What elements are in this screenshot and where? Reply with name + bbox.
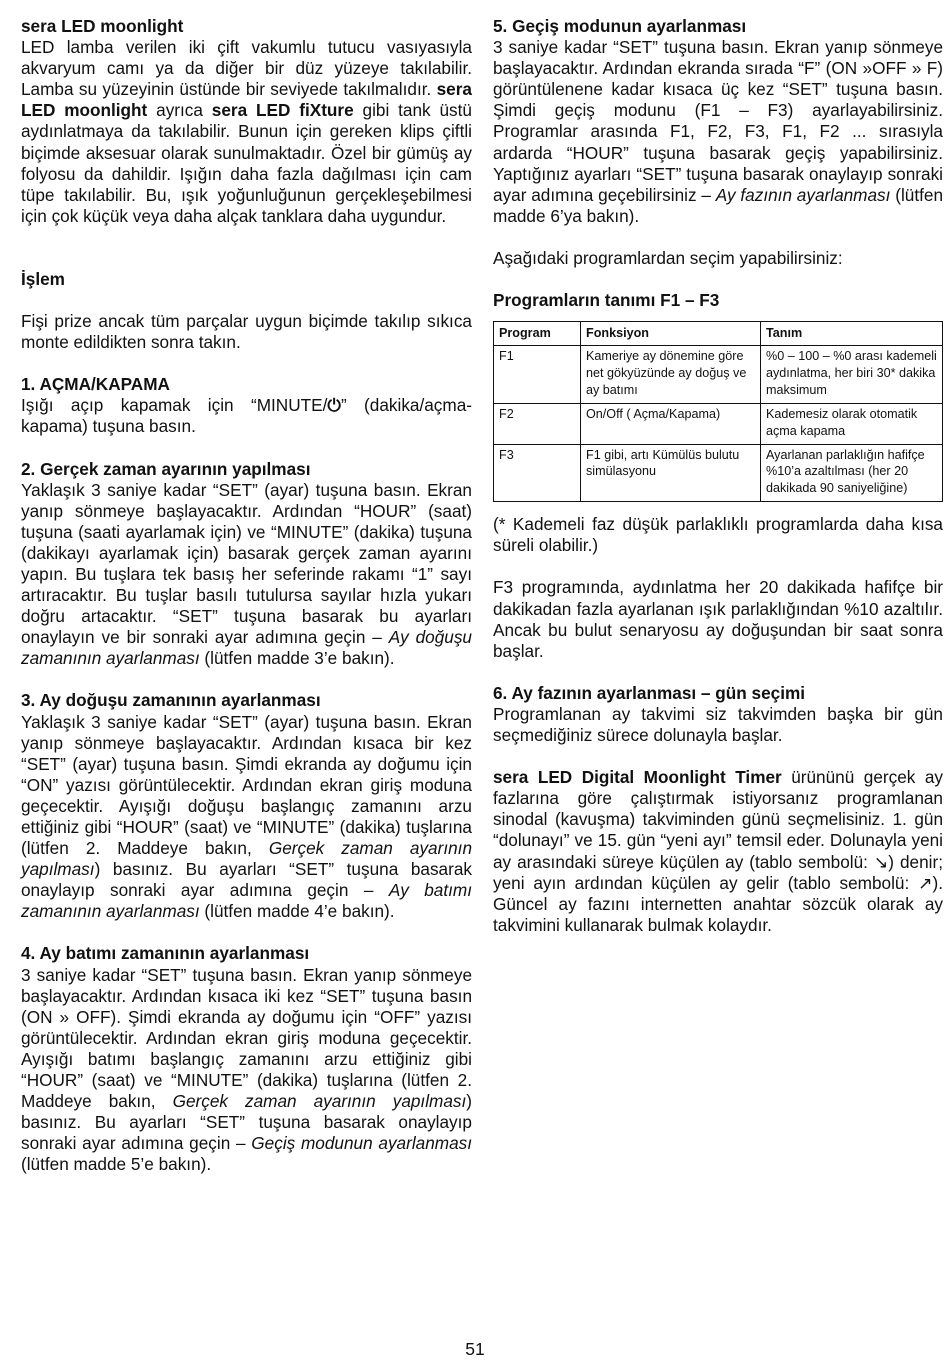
column-header: Tanım [761, 322, 943, 346]
section-title-on-off: 1. AÇMA/KAPAMA [21, 374, 170, 395]
section-title-transition: 5. Geçiş modunun ayarlanması [493, 16, 747, 36]
moonrise-paragraph: Yaklaşık 3 saniye kadar “SET” (ayar) tuşuna basın. Ekran yanıp sönmeye başlayacaktır. Ardından kısaca bir kez “SET” (ayar) tuşuna basın. Şimdi ekranda ay doğumu için “ON” yazısı görüntülecektir. Ardından ekran giriş moduna geçecektir. Ayışığı doğuşu başlangıç zamanını arzu ettiğiniz gibi “HOUR” (saat) ve “MINUTE” (dakika) tuşlarına (lütfen 2. Maddeye bakın, Gerçek zaman ayarının yapılması) basınız. Bu ayarları “SET” tuşuna basarak onaylayıp sonraki ayar adımına geçin – Ay batımı zamanının ayarlanması (lütfen madde 4’e bakın). [21, 711, 473, 922]
moonset-paragraph: 3 saniye kadar “SET” tuşuna basın. Ekran yanıp sönmeye başlayacaktır. Ardından kısaca iki kez “SET” tuşuna basın (ON » OFF). Şimdi ekranda ay doğumu için “OFF” yazısı görüntülecektir. Ardından ekran giriş moduna geçecektir. Ayışığı batımı başlangıç zamanını arzu ettiğiniz gibi “HOUR” (saat) ve “MINUTE” (dakika) tuşlarına (lütfen 2. Maddeye bakın, Gerçek zaman ayarının yapılması) basınız. Bu ayarları “SET” tuşuna basarak onaylayıp sonraki ayar adımına geçin – Geçiş modunun ayarlanması (lütfen madde 5’e bakın). [21, 964, 473, 1175]
on-off-paragraph: Işığı açıp kapamak için “MINUTE/⏻” (dakika/açma-kapama) tuşuna basın. [21, 395, 472, 437]
section-title-real-time: 2. Gerçek zaman ayarının yapılması [21, 458, 311, 479]
table-cell: %0 – 100 – %0 arası kademeli aydınlatma, her biri 30* dakika maksimum [761, 346, 943, 404]
section-title-moonlight: sera LED moonlight [21, 16, 184, 36]
table-header-row [494, 322, 943, 346]
table-cell: On/Off ( Açma/Kapama) [581, 403, 761, 444]
table-row [494, 403, 943, 444]
real-time-paragraph: Yaklaşık 3 saniye kadar “SET” (ayar) tuşuna basın. Ekran yanıp sönmeye başlayacaktır. Ardından “HOUR” (saat) tuşuna (saati ayarlamak için) ve “MINUTE” (dakika) tuşuna (dakikayı ayarlamak için) basarak gerçek zaman ayarını yapın. Bu tuşlara tek basış her seferinde rakamı “1” sayı artıracaktır. Bu tuşlar basılı tutulursa sayılar hızla yukarı doğru artacaktır. “SET” tuşuna basarak bu ayarları onaylayın ve bir sonraki ayar adımına geçin – Ay doğuşu zamanının ayarlanması (lütfen madde 3’e bakın). [21, 479, 472, 669]
page-number: 51 [465, 1339, 485, 1359]
section-title-moon-phase: 6. Ay fazının ayarlanması – gün seçimi [493, 682, 806, 703]
section-title-moonrise: 3. Ay doğuşu zamanının ayarlanması [21, 690, 321, 711]
power-icon: ⏻ [327, 395, 341, 416]
f3-paragraph: F3 programında, aydınlatma her 20 dakikada hafifçe bir dakikadan fazla ayarlanan ışık parlaklığından %10 azaltılır. Ancak bu bulut senaryosu ay doğuşundan bir saat sonra başlar. [493, 577, 943, 661]
section-title-moonset: 4. Ay batımı zamanının ayarlanması [21, 943, 310, 964]
programs-table [493, 321, 943, 502]
table-cell: F1 [494, 346, 581, 404]
moon-phase-paragraph: Programlanan ay takvimi siz takvimden başka bir gün seçmediğiniz sürece dolunayla başlar. [493, 703, 943, 746]
footnote: (* Kademeli faz düşük parlaklıklı programlarda daha kısa süreli olabilir.) [493, 514, 943, 556]
table-cell: Kameriye ay dönemine göre net gökyüzünde ay doğuş ve ay batımı [581, 346, 761, 404]
right-column [493, 16, 943, 936]
column-header: Fonksiyon [581, 322, 761, 346]
islem-paragraph: Fişi prize ancak tüm parçalar uygun biçimde takılıp sıkıca monte edildikten sonra takın. [21, 311, 472, 353]
table-cell: F2 [494, 403, 581, 444]
left-column [21, 16, 472, 1176]
timer-paragraph: sera LED Digital Moonlight Timer ürününü gerçek ay fazlarına göre çalıştırmak istiyorsanız programlanan sinodal (kavuşma) takviminden günü seçmelisiniz. 1. gün “dolunayı” ve 15. gün “yeni ayı” temsil eder. Dolunayla yeni ay arasındaki süreye küçülen ay (tablo sembolü: ↘) denir; yeni ayın ardından küçülen ay gelir (tablo sembolü: ↗). Güncel ay fazını internetten anahtar sözcük olarak ay takvimini kullanarak bulmak kolaydır. [493, 767, 943, 935]
table-cell: Kademesiz olarak otomatik açma kapama [761, 403, 943, 444]
table-cell: Ayarlanan parlaklığın hafifçe %10’a azaltılması (her 20 dakikada 90 saniyeliğine) [761, 444, 943, 502]
table-title: Programların tanımı F1 – F3 [493, 290, 720, 311]
table-cell: F3 [494, 444, 581, 502]
transition-paragraph: 3 saniye kadar “SET” tuşuna basın. Ekran yanıp sönmeye başlayacaktır. Ardından ekranda sırada “F” (ON »OFF » F) görüntülenene kadar kısaca üç kez “SET” tuşuna basın. Şimdi geçiş modunu (F1 – F3) ayarlayabilirsiniz. Programlar arasında F1, F2, F3, F1, F2 ... sırasıyla ardarda “HOUR” tuşuna basarak geçiş yapabilirsiniz. Yaptığınız ayarları “SET” tuşuna basarak onaylayıp sonraki ayar adımına geçebilirsiniz – Ay fazının ayarlanması (lütfen madde 6’ya bakın). [493, 37, 944, 226]
table-row [494, 346, 943, 404]
section-title-islem: İşlem [21, 268, 65, 289]
column-header: Program [494, 322, 581, 346]
table-cell: F1 gibi, artı Kümülüs bulutu simülasyonu [581, 444, 761, 502]
table-row [494, 444, 943, 502]
moonlight-paragraph: LED lamba verilen iki çift vakumlu tutucu vasıyasıyla akvaryum camı ya da diğer bir düz yüzeye takılabilir. Lamba su yüzeyinin üstünde bir seviyede takılmalıdır. sera LED moonlight ayrıca sera LED fiXture gibi tank üstü aydınlatmaya da takılabilir. Bunun için gereken klips çiftli biçimde aksesuar olarak sunulmaktadır. Özel bir gümüş ay folyosu da dahildir. Işığın daha fazla dağılması için cam tüpe takılabilir. Bu, ışık yoğunluğunun gerçekleşebilmesi için çok küçük veya daha alçak tanklara daha uygundur. [21, 37, 472, 226]
select-paragraph: Aşağıdaki programlardan seçim yapabilirsiniz: [493, 247, 843, 268]
